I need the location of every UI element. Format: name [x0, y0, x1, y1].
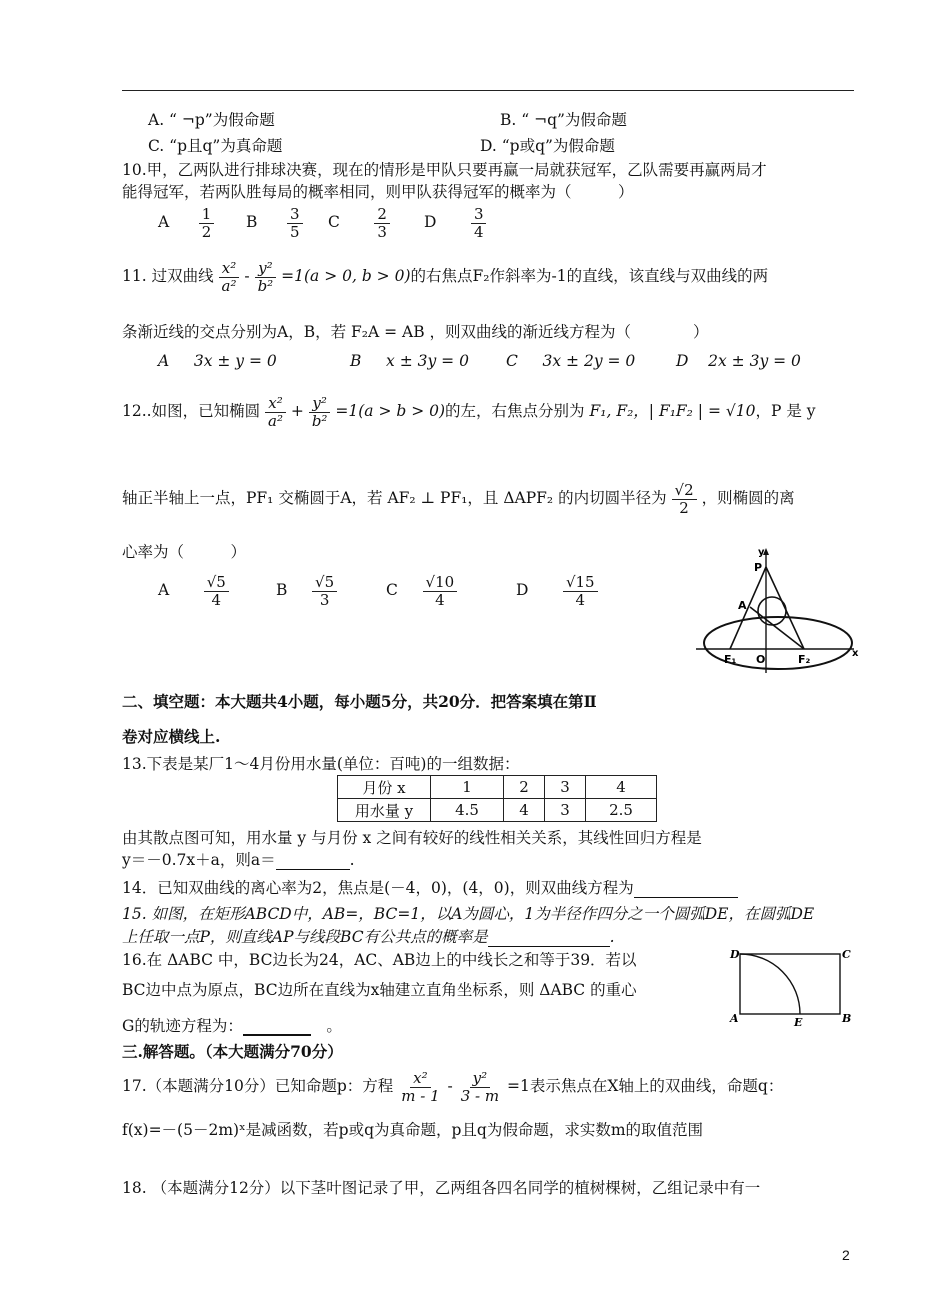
q9-option-a: A. “ ¬p”为假命题 — [148, 111, 275, 129]
q12-option-b: B $\frac{√5}{3}$ — [276, 574, 337, 608]
q11-option-d: D 2x ± 3y = 0 — [676, 352, 801, 370]
q9-option-b: B. “ ¬q”为假命题 — [500, 111, 627, 129]
table-cell: 4 — [586, 776, 657, 799]
q11-option-c: C 3x ± 2y = 0 — [506, 352, 636, 370]
table-cell: 2 — [504, 776, 545, 799]
section3-heading: 三.解答题。（本大题满分70分） — [122, 1042, 343, 1061]
label-a: A — [730, 1012, 739, 1025]
label-f1: F₁ — [724, 653, 737, 666]
q10-line2: 能得冠军，若两队胜每局的概率相同，则甲队获得冠军的概率为（ ） — [122, 183, 634, 201]
q10-option-c: C $\frac{2}{3}$ — [328, 206, 390, 240]
q16-line2: BC边中点为原点，BC边所在直线为x轴建立直角坐标系，则 ΔABC 的重心 — [122, 981, 637, 999]
q10-option-d: D $\frac{3}{4}$ — [424, 206, 486, 240]
q10-line1: 10.甲，乙两队进行排球决赛，现在的情形是甲队只要再赢一局就获冠军，乙队需要再赢两局才 — [122, 161, 767, 179]
page-number: 2 — [842, 1247, 850, 1263]
q11-option-a: A 3x ± y = 0 — [158, 352, 277, 370]
q11-line2: 条渐近线的交点分别为A，B，若 F₂A = AB ，则双曲线的渐近线方程为（ ） — [122, 323, 709, 341]
rectangle-abcd — [740, 954, 840, 1014]
water-usage-table — [337, 775, 657, 822]
q12-line1: 12..如图，已知椭圆 $\frac{\text{x²}}{\text{a²}}$ + $\frac{\text{y²}}{\text{b²}}$ =1(a > b > 0)的左，右焦点分别为 F₁, F₂，| F₁F₂ | = √10，P 是 y — [122, 394, 816, 430]
label-c: C — [842, 948, 851, 961]
q10-option-a: A $\frac{1}{2}$ — [158, 206, 214, 240]
table-cell: 4.5 — [431, 799, 504, 822]
table-row — [338, 799, 657, 822]
ellipse-figure — [692, 545, 864, 675]
q12-option-a: A $\frac{√5}{4}$ — [158, 574, 229, 608]
line-pf1 — [730, 567, 766, 649]
header-rule — [122, 90, 854, 91]
label-e: E — [794, 1016, 803, 1028]
section2-heading-line2: 卷对应横线上. — [122, 727, 221, 746]
q9-option-d: D. “p或q”为假命题 — [480, 137, 615, 155]
q12-option-d: D $\frac{√15}{4}$ — [516, 574, 598, 608]
label-x: x — [852, 648, 859, 659]
q12-option-c: C $\frac{√10}{4}$ — [386, 574, 457, 608]
q16-line1: 16.在 ΔABC 中，BC边长为24，AC、AB边上的中线长之和等于39．若以 — [122, 951, 637, 969]
q17-line1: 17.（本题满分10分）已知命题p：方程 $\frac{\text{x²}}{m - 1}$ - $\frac{\text{y²}}{3 - m}$ =1表示焦点在X轴上的双曲线，命题q： — [122, 1069, 784, 1105]
table-cell: 2.5 — [586, 799, 657, 822]
table-cell: 4 — [504, 799, 545, 822]
q15-line2: 上任取一点P，则直线AP与线段BC有公共点的概率是 . — [122, 928, 615, 946]
arc-de — [740, 954, 800, 1014]
table-cell: 3 — [545, 776, 586, 799]
label-y: y — [758, 547, 765, 558]
table-cell: 用水量 y — [338, 799, 431, 822]
q12-line3: 心率为（ ） — [122, 543, 247, 561]
label-b: B — [842, 1012, 852, 1025]
q14-text: 14．已知双曲线的离心率为2，焦点是(－4，0)，(4，0)，则双曲线方程为 — [122, 876, 738, 898]
q13-line3: 由其散点图可知，用水量 y 与月份 x 之间有较好的线性相关关系，其线性回归方程是 — [122, 829, 702, 847]
q9-option-c: C. “p且q”为真命题 — [148, 137, 283, 155]
label-d: D — [730, 948, 740, 961]
label-o: O — [756, 653, 766, 666]
q11-option-b: B x ± 3y = 0 — [350, 352, 469, 370]
label-f2: F₂ — [798, 653, 811, 666]
q13-line4: y＝－0.7x＋a，则a＝ . — [122, 851, 355, 869]
section2-heading-line1: 二、填空题：本大题共4小题，每小题5分，共20分．把答案填在第Ⅱ — [122, 692, 597, 711]
table-cell: 3 — [545, 799, 586, 822]
q13-intro: 13.下表是某厂1～4月份用水量(单位：百吨)的一组数据： — [122, 755, 520, 773]
table-row — [338, 776, 657, 799]
q17-line2: f(x)=－(5－2m)ˣ是减函数，若p或q为真命题，p且q为假命题，求实数m的取值范围 — [122, 1121, 704, 1139]
table-cell: 月份 x — [338, 776, 431, 799]
q12-line2: 轴正半轴上一点，PF₁ 交椭圆于A，若 AF₂ ⊥ PF₁，且 ΔAPF₂ 的内切圆半径为 $\frac{√2}{2}$ ，则椭圆的离 — [122, 481, 795, 517]
rectangle-figure — [728, 946, 858, 1028]
q18-line1: 18. （本题满分12分）以下茎叶图记录了甲，乙两组各四名同学的植树棵树，乙组记录中有一 — [122, 1179, 761, 1197]
table-cell: 1 — [431, 776, 504, 799]
q16-line3: G的轨迹方程为： 。 — [122, 1017, 342, 1035]
label-p: P — [754, 561, 763, 574]
q10-option-b: B $\frac{3}{5}$ — [246, 206, 303, 240]
label-a: A — [738, 599, 747, 612]
q15-line1: 15. 如图，在矩形ABCD中，AB=，BC=1，以A为圆心，1为半径作四分之一个圆弧DE，在圆弧DE — [122, 905, 815, 923]
q11-line1: 11. 过双曲线 $\frac{\text{x²}}{\text{a²}}$ - $\frac{\text{y²}}{\text{b²}}$ =1(a > 0, b > 0)的右焦点F₂作斜率为-1的直线，该直线与双曲线的两 — [122, 259, 769, 295]
incircle — [758, 597, 786, 625]
